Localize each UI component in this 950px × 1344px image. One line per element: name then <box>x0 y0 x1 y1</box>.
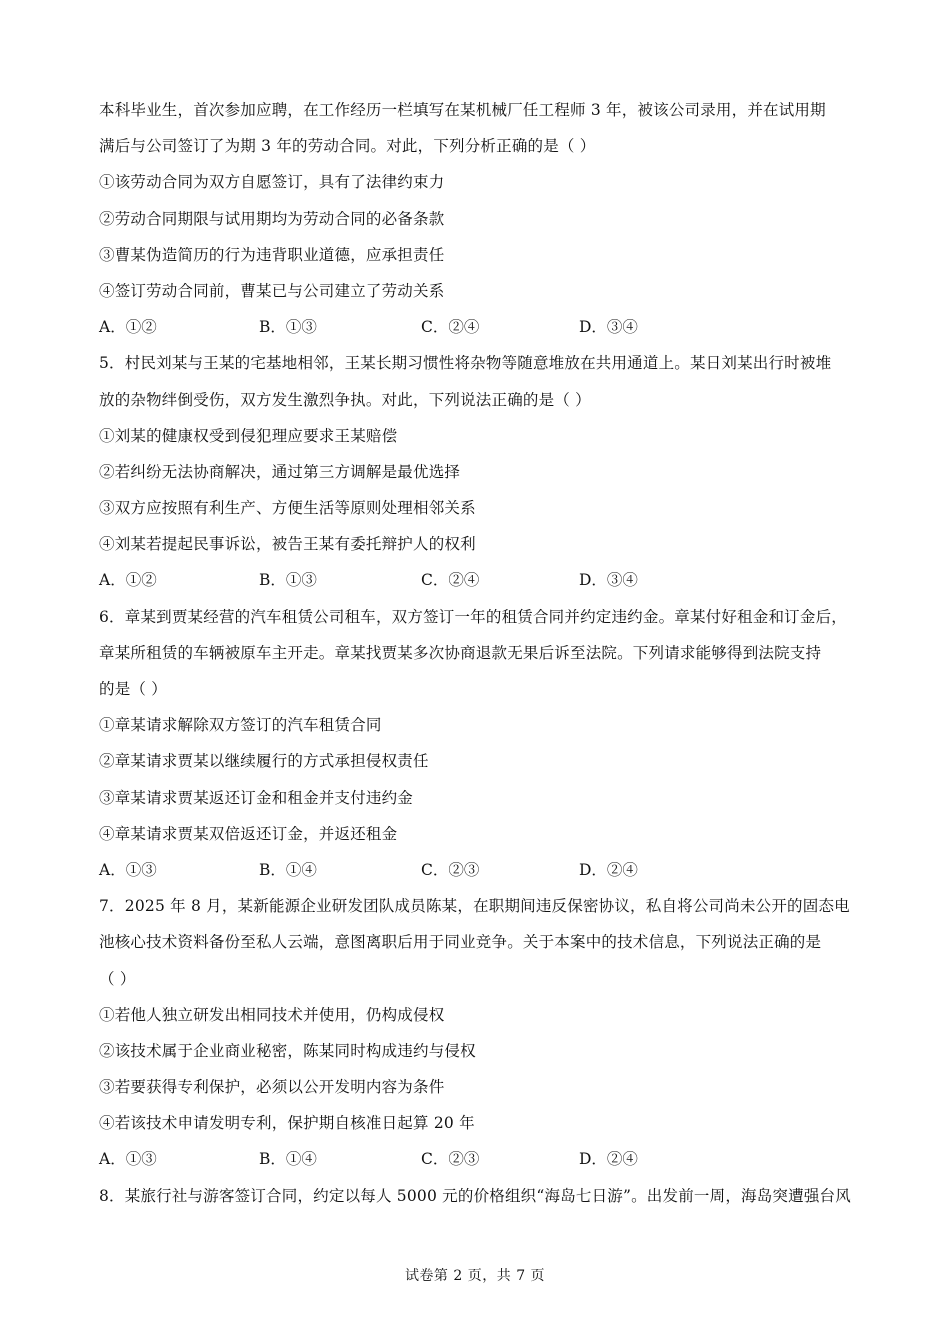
statement-item: ③若要获得专利保护，必须以公开发明内容为条件 <box>99 1078 445 1097</box>
question-stem-line: 满后与公司签订了为期 3 年的劳动合同。对此，下列分析正确的是（ ） <box>99 137 596 156</box>
statement-item: ①若他人独立研发出相同技术并使用，仍构成侵权 <box>99 1005 445 1024</box>
question-5 <box>99 345 859 598</box>
option-d: D．③④ <box>579 571 638 590</box>
statement-item: ②章某请求贾某以继续履行的方式承担侵权责任 <box>99 752 429 771</box>
option-c: C．②③ <box>421 860 480 879</box>
question-stem-line: 本科毕业生，首次参加应聘，在工作经历一栏填写在某机械厂任工程师 3 年，被该公司录用，并在试用期 <box>99 101 826 119</box>
option-d: D．②④ <box>579 860 638 879</box>
statement-item: ②该技术属于企业商业秘密，陈某同时构成违约与侵权 <box>99 1041 476 1060</box>
question-stem-line: 的是（ ） <box>99 680 167 698</box>
question-6 <box>99 599 859 889</box>
option-b: B．①③ <box>259 571 317 590</box>
option-a: A．①② <box>99 571 157 590</box>
statement-item: ③曹某伪造简历的行为违背职业道德，应承担责任 <box>99 245 445 264</box>
question-stem-line: 8．某旅行社与游客签订合同，约定以每人 5000 元的价格组织“海岛七日游”。出发前一周，海岛突遭强台风 <box>99 1186 851 1205</box>
question-8 <box>99 1178 859 1214</box>
question-stem-line: （ ） <box>99 969 136 988</box>
question-stem-line: 7．2025 年 8 月，某新能源企业研发团队成员陈某，在职期间违反保密协议，私自将公司尚未公开的固态电 <box>99 897 850 916</box>
question-7 <box>99 888 859 1178</box>
option-b: B．①③ <box>259 318 317 337</box>
option-c: C．②④ <box>421 318 480 337</box>
question-stem-line: 放的杂物绊倒受伤，双方发生激烈争执。对此，下列说法正确的是（ ） <box>99 390 591 409</box>
statement-item: ④若该技术申请发明专利，保护期自核准日起算 20 年 <box>99 1114 475 1133</box>
question-stem-line: 5．村民刘某与王某的宅基地相邻，王某长期习惯性将杂物等随意堆放在共用通道上。某日刘某出行时被堆 <box>99 354 832 373</box>
answer-options <box>99 309 859 345</box>
statement-item: ①刘某的健康权受到侵犯理应要求王某赔偿 <box>99 426 398 445</box>
question-4-continued <box>99 92 859 345</box>
statement-item: ④章某请求贾某双倍返还订金，并返还租金 <box>99 824 398 843</box>
exam-content <box>99 92 859 1214</box>
answer-options <box>99 562 859 598</box>
statement-item: ②若纠纷无法协商解决，通过第三方调解是最优选择 <box>99 462 461 481</box>
option-a: A．①② <box>99 318 157 337</box>
page-footer: 试卷第 2 页，共 7 页 <box>404 1268 546 1284</box>
statement-item: ①章某请求解除双方签订的汽车租赁合同 <box>99 716 382 735</box>
option-c: C．②④ <box>421 571 480 590</box>
option-d: D．②④ <box>579 1150 638 1169</box>
statement-item: ④刘某若提起民事诉讼，被告王某有委托辩护人的权利 <box>99 535 476 554</box>
statement-item: ③章某请求贾某返还订金和租金并支付违约金 <box>99 788 414 807</box>
option-c: C．②③ <box>421 1150 480 1169</box>
option-b: B．①④ <box>259 860 317 879</box>
statement-item: ④签订劳动合同前，曹某已与公司建立了劳动关系 <box>99 281 445 300</box>
statement-item: ③双方应按照有利生产、方便生活等原则处理相邻关系 <box>99 499 476 518</box>
answer-options <box>99 852 859 888</box>
option-b: B．①④ <box>259 1150 317 1169</box>
option-a: A．①③ <box>99 1150 157 1169</box>
question-stem-line: 章某所租赁的车辆被原车主开走。章某找贾某多次协商退款无果后诉至法院。下列请求能够得到法院支持 <box>99 643 822 662</box>
option-d: D．③④ <box>579 318 638 337</box>
statement-item: ②劳动合同期限与试用期均为劳动合同的必备条款 <box>99 209 445 228</box>
question-stem-line: 池核心技术资料备份至私人云端，意图离职后用于同业竞争。关于本案中的技术信息，下列说法正确的是 <box>99 933 822 952</box>
answer-options <box>99 1141 859 1177</box>
option-a: A．①③ <box>99 860 157 879</box>
statement-item: ①该劳动合同为双方自愿签订，具有了法律约束力 <box>99 173 445 192</box>
question-stem-line: 6．章某到贾某经营的汽车租赁公司租车，双方签订一年的租赁合同并约定违约金。章某付好租金和订金后， <box>99 607 847 626</box>
